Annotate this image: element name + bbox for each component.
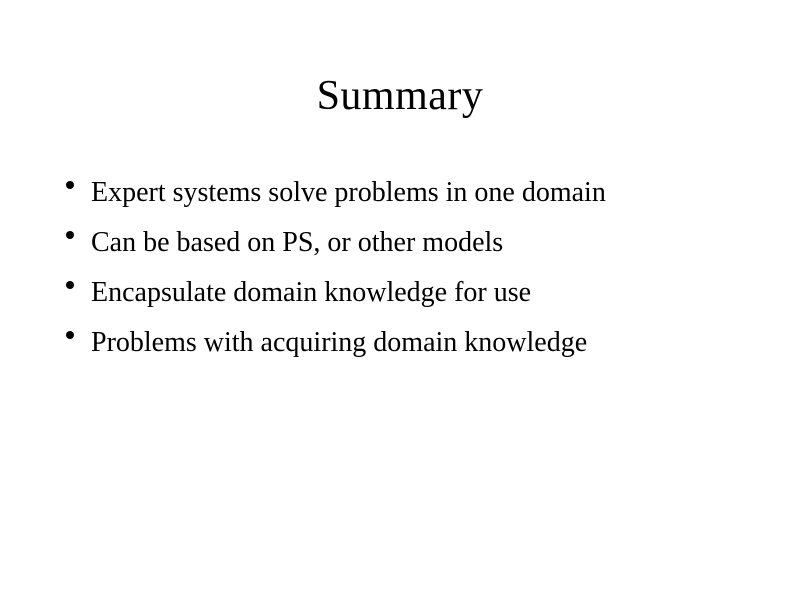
bullet-item [66, 168, 760, 218]
slide-title: Summary [316, 73, 484, 119]
bullet-text: Problems with acquiring domain knowledge [91, 327, 588, 358]
slide [0, 72, 800, 600]
bullet-dot-icon [66, 281, 74, 289]
bullet-item [66, 218, 760, 268]
bullet-dot-icon [66, 181, 74, 189]
bullet-text: Encapsulate domain knowledge for use [91, 277, 532, 308]
bullet-dot-icon [66, 231, 74, 239]
bullet-item [66, 318, 760, 368]
bullet-dot-icon [66, 331, 74, 339]
bullet-text: Expert systems solve problems in one domain [91, 177, 606, 208]
bullet-item [66, 268, 760, 318]
bullet-list [0, 168, 800, 368]
bullet-text: Can be based on PS, or other models [91, 227, 504, 258]
